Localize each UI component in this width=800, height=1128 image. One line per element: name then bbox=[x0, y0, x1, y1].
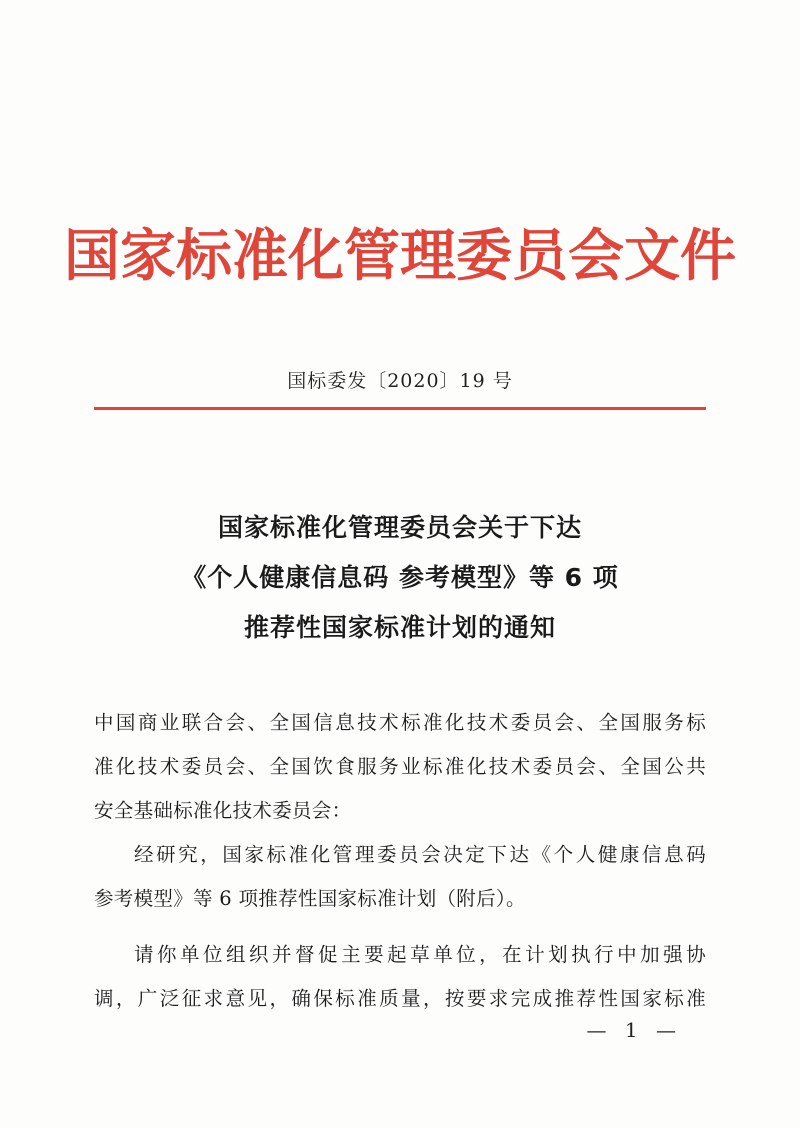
notice-body bbox=[94, 701, 706, 1021]
page-number: — 1 — bbox=[586, 1018, 682, 1042]
addressee-line-2: 准化技术委员会、全国饮食服务业标准化技术委员会、全国公共 bbox=[94, 755, 706, 778]
paragraph-2-line-1: 请你单位组织并督促主要起草单位，在计划执行中加强协 bbox=[134, 943, 706, 966]
document-masthead: 国家标准化管理委员会文件 bbox=[64, 224, 736, 289]
document-number: 国标委发〔2020〕19 号 bbox=[287, 370, 513, 392]
red-divider-line bbox=[94, 407, 706, 410]
addressee-line-3: 安全基础标准化技术委员会： bbox=[94, 799, 352, 822]
paragraph-1-line-2: 参考模型》等 6 项推荐性国家标准计划（附后）。 bbox=[94, 887, 526, 910]
addressee-line-1: 中国商业联合会、全国信息技术标准化技术委员会、全国服务标 bbox=[94, 711, 706, 734]
paragraph-1-line-1: 经研究，国家标准化管理委员会决定下达《个人健康信息码 bbox=[134, 843, 706, 866]
title-line-3: 推荐性国家标准计划的通知 bbox=[243, 613, 556, 642]
paragraph-gap bbox=[94, 921, 706, 933]
title-line-2: 《个人健康信息码 参考模型》等 6 项 bbox=[181, 563, 619, 592]
paragraph-2-line-2: 调，广泛征求意见，确保标准质量，按要求完成推荐性国家标准 bbox=[94, 987, 706, 1010]
title-line-1: 国家标准化管理委员会关于下达 bbox=[217, 513, 582, 542]
notice-title bbox=[0, 503, 800, 653]
